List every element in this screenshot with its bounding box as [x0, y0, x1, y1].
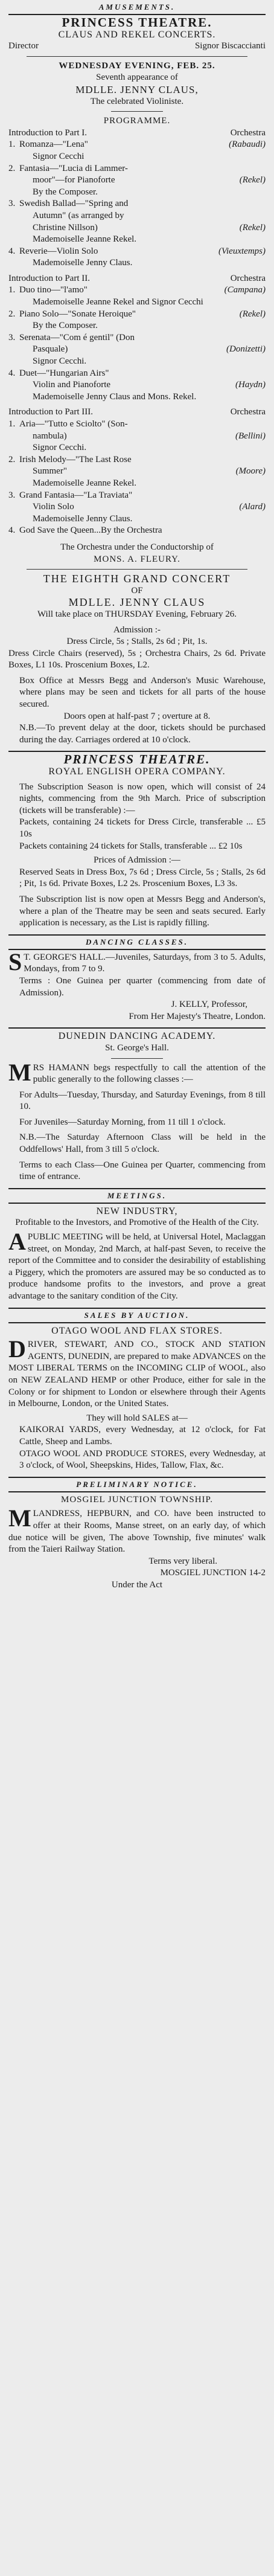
kaikorai-sale: KAIKORAI YARDS, every Wednesday, at 12 o'clock, for Fat Cattle, Sheep and Lambs. [19, 1425, 266, 1447]
subscription-body: The Subscription Season is now open, which will consist of 24 nights, commencing from the 9th March. Price of subscription (tickets will be transferable) :— [19, 782, 266, 815]
divider [8, 1027, 266, 1029]
divider [8, 1308, 266, 1309]
item-title: Romanza—"Lena" [19, 140, 88, 150]
drop-cap: A [8, 1228, 26, 1256]
item-title: Signor Cecchi [33, 151, 84, 161]
item-composer: (Bellini) [235, 431, 266, 441]
star-name-2: MDLLE. JENNY CLAUS [68, 596, 206, 609]
prices-body: Reserved Seats in Dress Box, 7s 6d ; Dress Circle, 5s ; Stalls, 2s 6d ; Pit, 1s 6d. Private Boxes, L2 2s. Proscenium Boxes, L3 3s. [19, 867, 266, 889]
programme-item [8, 175, 266, 187]
item-number: 4. [8, 525, 16, 536]
section-header-meetings: MEETINGS. [107, 1190, 167, 1200]
ad-subtitle: Profitable to the Investors, and Promotive of the Health of the City. [15, 1218, 259, 1228]
ad-title: PRINCESS THEATRE. [63, 752, 211, 767]
item-title: moor"—for Pianoforte [33, 175, 115, 185]
drop-cap: M [8, 1058, 31, 1086]
programme-item [8, 442, 266, 454]
item-composer: (Haydn) [235, 380, 266, 390]
programme-item [8, 513, 266, 525]
programme-item [8, 246, 266, 258]
item-title: Swedish Ballad—"Spring and [19, 199, 129, 209]
programme-item [8, 419, 266, 431]
item-text [8, 222, 98, 234]
part3-list [8, 419, 266, 537]
adults-class: For Adults—Tuesday, Thursday, and Saturday Evenings, from 8 till 10. [19, 1090, 266, 1112]
item-number: 2. [8, 309, 16, 319]
item-composer: (Alard) [239, 502, 266, 512]
item-title: Violin and Pianoforte [33, 380, 111, 390]
item-title: Aria—"Tutto e Sciolto" (Son- [19, 419, 128, 429]
divider [8, 934, 266, 936]
admission-heading: Admission :- [113, 625, 161, 635]
item-title: Mademoiselle Jenny Claus. [33, 258, 133, 268]
sales-heading: They will hold SALES at— [86, 1413, 188, 1423]
programme-item [8, 332, 266, 344]
programme-item [8, 234, 266, 246]
divider [8, 1491, 266, 1492]
item-text [8, 501, 74, 513]
ad-title: OTAGO WOOL AND FLAX STORES. [51, 1325, 223, 1336]
item-text [8, 454, 132, 466]
programme-item [8, 490, 266, 502]
subscription-list: The Subscription list is now open at Messrs Begg and Anderson's, where a plan of the Theatre may be seen and seats secured. Early application is necessary, as the List is rapidly filling. [19, 894, 266, 928]
packets-dress-circle: Packets, containing 24 tickets for Dress Circle, transferable ... £5 10s [19, 817, 266, 839]
divider [27, 56, 247, 57]
item-composer: (Rekel) [239, 222, 266, 233]
programme-item [8, 379, 266, 391]
mosgiel-township-ad [8, 1494, 266, 1592]
appearance-line: Seventh appearance of [96, 72, 178, 83]
terms-line: Terms to each Class—One Guinea per Quarter, commencing from time of entrance. [19, 1160, 266, 1182]
box-office: Box Office at Messrs Begg and Anderson's Music Warehouse, where plans may be seen and tickets for all parts of the house secured. [19, 675, 266, 710]
director-name: Signor Biscaccianti [194, 41, 266, 51]
item-text [8, 309, 136, 321]
item-title: Violin Solo [33, 502, 74, 512]
ad-subtitle: St. George's Hall. [105, 1042, 169, 1053]
prices-line-1: Dress Circle, 5s ; Stalls, 2s 6d ; Pit, 1s. [66, 637, 208, 647]
item-title: By the Composer. [33, 321, 98, 331]
prices-line-2: Dress Circle Chairs (reserved), 5s ; Orchestra Chairs, 2s 6d. Private Boxes, L1 10s. Proscenium Boxes, L2. [8, 648, 266, 670]
item-number: 2. [8, 454, 16, 464]
item-title: Grand Fantasia—"La Traviata" [19, 490, 133, 500]
divider [8, 1322, 266, 1323]
programme-item [8, 222, 266, 234]
part-title: Introduction to Part I. [8, 127, 87, 138]
dunedin-dancing-academy-ad [8, 1030, 266, 1183]
divider [8, 1188, 266, 1189]
item-text [8, 198, 128, 210]
director-label: Director [8, 41, 39, 51]
part1-list [8, 139, 266, 269]
section-header-amusements: AMUSEMENTS. [98, 2, 176, 11]
item-composer: (Campana) [224, 285, 266, 295]
programme-heading: PROGRAMME. [103, 116, 171, 126]
item-text [8, 466, 67, 478]
item-title: God Save the Queen...By the Orchestra [19, 525, 162, 536]
item-title: nambula) [33, 431, 67, 441]
item-text [8, 379, 110, 391]
programme-item [8, 163, 266, 175]
orchestra-label: Orchestra [230, 407, 266, 417]
part3-introduction [8, 406, 266, 419]
programme-item [8, 320, 266, 332]
otago-wool-stores-ad [8, 1325, 266, 1472]
item-text [8, 513, 132, 525]
of-line: OF [131, 585, 143, 596]
item-title: Serenata—"Com é gentil" (Don [19, 332, 135, 342]
item-text [8, 139, 88, 151]
doors-line: Doors open at half-past 7 ; overture at 8. [63, 711, 211, 721]
ad-body [8, 1335, 266, 1410]
professor-name: J. KELLY, Professor, [171, 1000, 247, 1010]
body-text: RIVER, STEWART, AND CO., STOCK AND STATION AGENTS, DUNEDIN, are prepared to make ADVANCES on the MOST LIBERAL TERMS on the INCOMING CLIP of WOOL, also on NEW ZEALAND HEMP or other Produce, either for sale in the Colony or for shipment to London or elsewhere through their Agents in Melbourne, London, or the United States. [8, 1340, 266, 1409]
item-title: Duet—"Hungarian Airs" [19, 368, 109, 378]
royal-english-opera-ad [8, 754, 266, 929]
item-text [8, 234, 136, 246]
item-title: Mademoiselle Jeanne Rekel. [33, 234, 137, 245]
new-industry-ad [8, 1206, 266, 1303]
item-number: 4. [8, 368, 16, 378]
drop-cap: M [8, 1505, 31, 1532]
ad-title: MOSGIEL JUNCTION TOWNSHIP. [61, 1494, 213, 1505]
item-text [8, 344, 68, 356]
juveniles-class: For Juveniles—Saturday Morning, from 11 till 1 o'clock. [19, 1117, 226, 1127]
programme-item [8, 368, 266, 380]
programme-item [8, 139, 266, 151]
item-title: Christine Nillson) [33, 222, 98, 233]
eighth-concert: THE EIGHTH GRAND CONCERT [43, 573, 231, 585]
terms-line: Terms : One Guinea per quarter (commencing from date of Admission). [19, 975, 266, 998]
orchestra-label: Orchestra [230, 273, 266, 283]
item-title: Piano Solo—"Sonate Heroique" [19, 309, 136, 319]
item-text [8, 175, 115, 187]
part-title: Introduction to Part II. [8, 273, 90, 283]
professor-from: From Her Majesty's Theatre, London. [129, 1011, 266, 1021]
prices-heading: Prices of Admission :— [94, 855, 180, 866]
programme-item [8, 309, 266, 321]
item-text [8, 246, 98, 258]
programme-item [8, 257, 266, 269]
item-number: 3. [8, 332, 16, 342]
ad-body [8, 1058, 266, 1086]
body-text: RS HAMANN begs respectfully to call the attention of the public generally to the following classes :— [33, 1062, 266, 1085]
programme-item [8, 525, 266, 537]
ad-subtitle: CLAUS AND REKEL CONCERTS. [58, 29, 216, 40]
item-number: 3. [8, 199, 16, 209]
item-composer: (Donizetti) [226, 344, 266, 355]
item-composer: (Moore) [235, 466, 266, 477]
ad-title: NEW INDUSTRY, [96, 1206, 178, 1216]
nb-line: N.B.—To prevent delay at the door, tickets should be purchased during the day. Carriages ordered at 10 o'clock. [19, 723, 266, 745]
under-act-line: Under the Act [111, 1579, 163, 1590]
body-text: LANDRESS, HEPBURN, and CO. have been instructed to offer at their Rooms, Manse street, on an early day, of which due notice will be given, The above Township, five minutes' walk from the Taieri Railway Station. [8, 1509, 266, 1555]
part2-introduction [8, 273, 266, 285]
section-header-dancing: DANCING CLASSES. [85, 937, 189, 946]
item-composer: (Rekel) [239, 309, 266, 319]
item-number: 1. [8, 285, 16, 295]
item-title: Pasquale) [33, 344, 68, 355]
part-title: Introduction to Part III. [8, 407, 93, 417]
programme-item [8, 284, 266, 297]
programme-item [8, 431, 266, 443]
item-title: Mademoiselle Jenny Claus and Mons. Rekel. [33, 391, 197, 402]
divider [27, 569, 247, 570]
star-name: MDLLE. JENNY CLAUS, [75, 83, 199, 95]
body-text: T. GEORGE'S HALL.—Juveniles, Saturdays, from 3 to 5. Adults, Mondays, from 7 to 9. [24, 952, 266, 974]
programme-item [8, 478, 266, 490]
item-text [8, 525, 162, 537]
ad-body [8, 948, 266, 975]
divider [8, 1477, 266, 1478]
otago-sale: OTAGO WOOL AND PRODUCE STORES, every Wednesday, at 3 o'clock, of Wool, Sheepskins, Hides, Tallow, Flax, &c. [19, 1448, 266, 1471]
packets-stalls: Packets containing 24 tickets for Stalls, transferable ... £2 10s [19, 841, 243, 851]
item-composer: (Rekel) [239, 175, 266, 185]
item-number: 1. [8, 140, 16, 150]
thursday-line: Will take place on THURSDAY Evening, February 26. [37, 609, 237, 619]
item-text [8, 356, 86, 368]
item-text [8, 478, 136, 490]
item-number: 1. [8, 419, 16, 429]
item-text [8, 368, 109, 380]
item-text [8, 257, 132, 269]
item-title: Signor Cecchi. [33, 443, 87, 453]
director-line [8, 40, 266, 53]
programme-item [8, 151, 266, 163]
item-title: Mademoiselle Jeanne Rekel. [33, 478, 137, 488]
ad-subtitle: ROYAL ENGLISH OPERA COMPANY. [48, 766, 226, 777]
item-text [8, 391, 196, 403]
section-header-preliminary: PRELIMINARY NOTICE. [76, 1479, 198, 1489]
programme-item [8, 501, 266, 513]
programme-item [8, 187, 266, 199]
divider [8, 1203, 266, 1204]
item-text [8, 151, 84, 163]
ad-body [8, 1505, 266, 1555]
programme-item [8, 297, 266, 309]
part1-introduction [8, 127, 266, 140]
terms-line: Terms very liberal. [148, 1556, 217, 1566]
programme-item [8, 356, 266, 368]
item-composer: (Rabaudi) [229, 140, 266, 150]
item-title: Fantasia—"Lucia di Lammer- [19, 163, 128, 173]
ad-body [8, 1228, 266, 1303]
programme-item [8, 210, 266, 222]
section-header-sales: SALES BY AUCTION. [84, 1310, 190, 1320]
divider [8, 949, 266, 950]
part2-list [8, 284, 266, 403]
item-title: By the Composer. [33, 187, 98, 197]
item-text [8, 320, 98, 332]
item-text [8, 163, 128, 175]
nb-line: N.B.—The Saturday Afternoon Class will be held in the Oddfellows' Hall, from 3 till 5 o'clock. [19, 1132, 266, 1155]
sign-line: MOSGIEL JUNCTION 14-2 [160, 1568, 266, 1578]
item-text [8, 297, 203, 309]
item-title: Reverie—Violin Solo [19, 246, 98, 256]
drop-cap: S [8, 948, 22, 975]
item-title: Duo tino—"l'amo" [19, 285, 88, 295]
programme-item [8, 466, 266, 478]
item-text [8, 419, 128, 431]
drop-cap: D [8, 1335, 26, 1363]
item-text [8, 431, 67, 443]
item-title: Irish Melody—"The Last Rose [19, 454, 132, 464]
divider [111, 111, 163, 112]
item-title: Autumn" (as arranged by [33, 210, 124, 220]
body-text: PUBLIC MEETING will be held, at Universal Hotel, Maclaggan street, on Monday, 2nd March, at half-past Seven, to receive the report of the Committee and to consider the desirability of establishing a Piggery, which the promoters are assured may be so conducted as to produce handsome profits to the investors, and prove a great advantage to the sanitary condition of the City. [8, 1232, 266, 1301]
conductor-line: The Orchestra under the Conductorship of [60, 542, 214, 552]
princess-theatre-concert-ad [8, 17, 266, 746]
item-text [8, 490, 132, 502]
programme-item [8, 344, 266, 356]
st-georges-hall-ad [8, 948, 266, 1023]
programme-item [8, 391, 266, 403]
item-title: Mademoiselle Jenny Claus. [33, 513, 133, 524]
programme-item [8, 454, 266, 466]
conductor-name: MONS. A. FLEURY. [94, 554, 180, 564]
star-description: The celebrated Violiniste. [90, 96, 184, 106]
item-title: Summer" [33, 466, 67, 477]
item-number: 3. [8, 490, 16, 500]
item-number: 2. [8, 163, 16, 173]
item-title: Mademoiselle Jeanne Rekel and Signor Cecchi [33, 297, 203, 307]
divider [111, 1058, 163, 1059]
item-composer: (Vieuxtemps) [218, 246, 266, 256]
concert-date: WEDNESDAY EVENING, FEB. 25. [59, 60, 215, 71]
ad-title: PRINCESS THEATRE. [62, 15, 212, 30]
item-text [8, 284, 88, 297]
ad-title: DUNEDIN DANCING ACADEMY. [58, 1031, 216, 1042]
item-title: Signor Cecchi. [33, 356, 87, 367]
orchestra-label: Orchestra [230, 127, 266, 138]
item-text [8, 442, 86, 454]
item-text [8, 332, 135, 344]
item-number: 4. [8, 246, 16, 256]
programme-item [8, 198, 266, 210]
item-text [8, 187, 98, 199]
item-text [8, 210, 124, 222]
